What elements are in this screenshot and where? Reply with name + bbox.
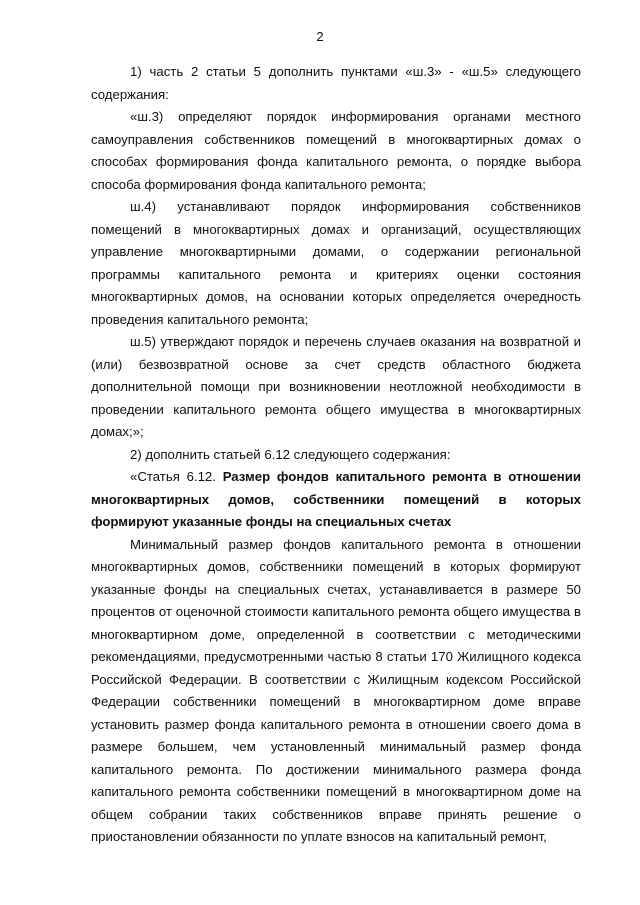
- paragraph-item-2: 2) дополнить статьей 6.12 следующего содержания:: [130, 446, 451, 462]
- article-heading: [91, 466, 581, 534]
- article-body-paragraph: Минимальный размер фондов капитального ремонта в отношении многоквартирных домов, собственники помещений в которых формируют указанные фонды на специальных счетах, устанавливается в размере 50 процентов от оценочной стоимости капитального ремонта общего имущества в многоквартирном доме, определенной в соответствии с методическими рекомендациями, предусмотренными частью 8 статьи 170 Жилищного кодекса Российской Федерации. В соответствии с Жилищным кодексом Российской Федерации собственники помещений в многоквартирном доме вправе установить размер фонда капитального ремонта в отношении своего дома в размере большем, чем установленный минимальный размер фонда капитального ремонта. По достижении минимального размера фонда капитального ремонта собственники помещений в многоквартирном доме на общем собрании таких собственников вправе принять решение о приостановлении обязанности по уплате взносов на капитальный ремонт,: [91, 536, 581, 844]
- paragraph-item-sh5: ш.5) утверждают порядок и перечень случаев оказания на возвратной и (или) безвозвратной основе за счет средств областного бюджета дополнительной помощи при возникновении неотложной необходимости в проведении капитального ремонта общего имущества в многоквартирных домах;»;: [91, 334, 581, 439]
- page-number: 2: [316, 29, 324, 44]
- paragraph-item-sh4: ш.4) устанавливают порядок информирования собственников помещений в многоквартирных домах и организаций, осуществляющих управление многоквартирными домами, о содержании региональной программы капитального ремонта и критериях оценки состояния многоквартирных домов, на основании которых определяется очередность проведения капитального ремонта;: [91, 199, 581, 327]
- paragraph-item-1: 1) часть 2 статьи 5 дополнить пунктами «ш.3» - «ш.5» следующего содержания:: [91, 64, 581, 102]
- article-title: Размер фондов капитального ремонта в отношении многоквартирных домов, собственники помещений в которых формируют указанные фонды на специальных счетах: [91, 469, 581, 529]
- document-body: [91, 61, 581, 849]
- paragraph-item-sh3: «ш.3) определяют порядок информирования органами местного самоуправления собственников помещений в многоквартирных домах о способах формирования фонда капитального ремонта, о порядке выбора способа формирования фонда капитального ремонта;: [91, 109, 581, 192]
- article-number: «Статья 6.12.: [130, 469, 223, 484]
